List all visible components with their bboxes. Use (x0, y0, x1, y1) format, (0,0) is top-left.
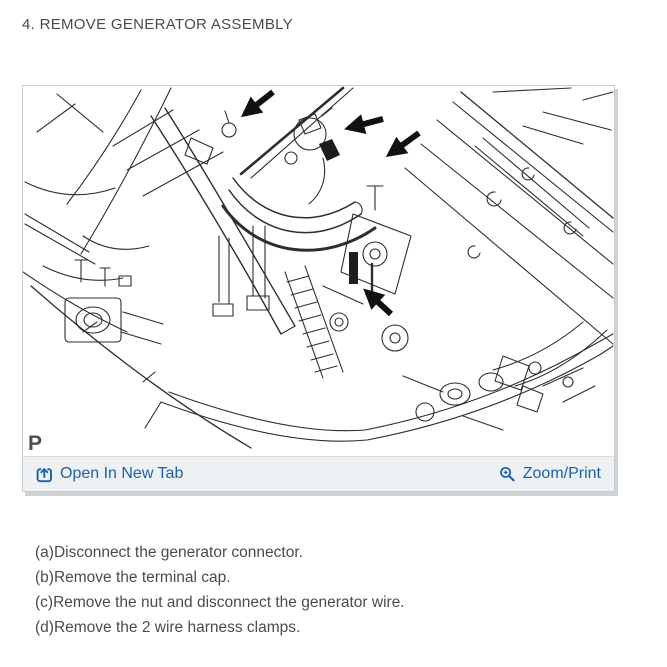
zoom-print-link[interactable] (499, 465, 601, 483)
arrow-connector (245, 92, 273, 114)
magnifier-plus-icon (499, 466, 516, 483)
open-in-new-tab-icon (36, 466, 53, 483)
watermark-p: P (28, 432, 43, 455)
instruction-step-a: (a)Disconnect the generator connector. (35, 544, 303, 561)
figure-frame (22, 85, 615, 492)
zoom-print-label: Zoom/Print (522, 465, 601, 482)
callout-arrows (245, 92, 419, 314)
step-title: 4. REMOVE GENERATOR ASSEMBLY (22, 16, 293, 33)
figure-toolbar (23, 456, 614, 491)
engine-bay-diagram (23, 86, 614, 456)
figure-image (23, 86, 614, 456)
arrow-terminal-cap (349, 119, 383, 128)
instruction-step-d: (d)Remove the 2 wire harness clamps. (35, 619, 301, 636)
instruction-list (35, 540, 405, 640)
arrow-nut (390, 133, 419, 154)
open-in-new-tab-link[interactable] (36, 465, 183, 483)
arrow-harness-clamp (367, 292, 391, 314)
instruction-step-c: (c)Remove the nut and disconnect the generator wire. (35, 594, 405, 611)
open-in-new-tab-label: Open In New Tab (60, 465, 184, 482)
instruction-step-b: (b)Remove the terminal cap. (35, 569, 231, 586)
